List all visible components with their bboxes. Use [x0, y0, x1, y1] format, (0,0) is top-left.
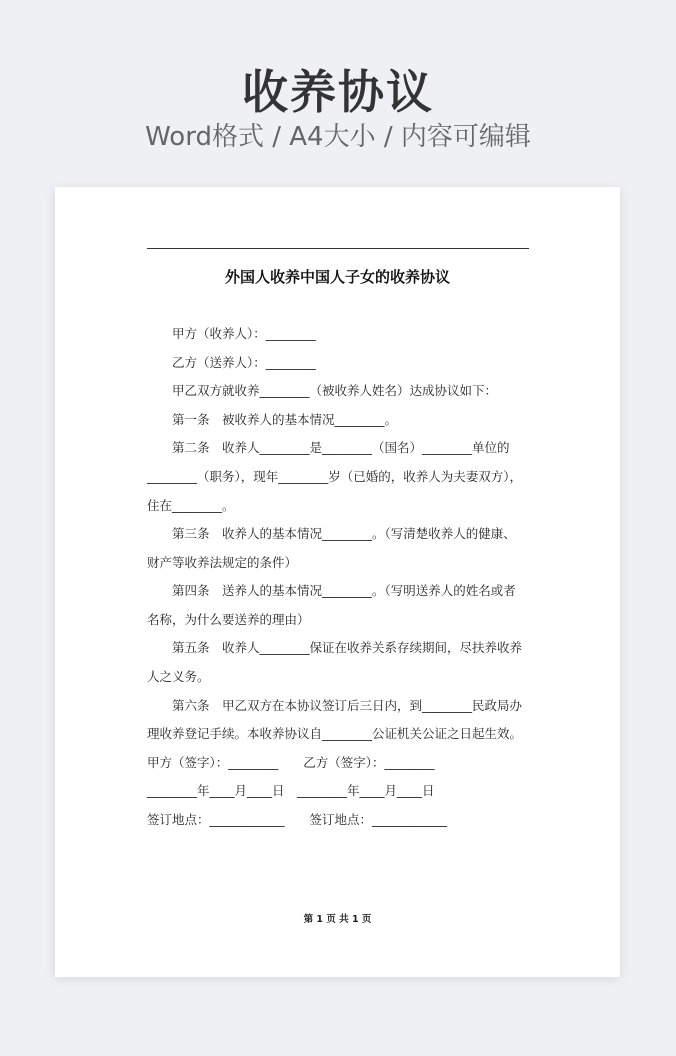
document-page	[55, 187, 620, 977]
header-rule	[147, 248, 529, 249]
article-5-line: 第五条 收养人________保证在收养关系存续期间，尽扶养收养	[172, 640, 523, 655]
article-5-continued-line: 人之义务。	[147, 669, 210, 684]
article-4-line: 第四条 送养人的基本情况________。（写明送养人的姓名或者	[172, 583, 516, 598]
date-line: ________年____月____日 ________年____月____日	[147, 783, 435, 798]
article-2-continued-line: ________（职务），现年________岁（已婚的，收养人为夫妻双方），	[147, 469, 523, 484]
article-3-line: 第三条 收养人的基本情况________。（写清楚收养人的健康、	[172, 526, 516, 541]
article-2-line: 第二条 收养人________是________（国名）________单位的	[172, 440, 510, 455]
party-b-line: 乙方（送养人）：________	[172, 355, 316, 370]
article-6-line: 第六条 甲乙双方在本协议签订后三日内，到________民政局办	[172, 698, 523, 713]
article-1-line: 第一条 被收养人的基本情况________。	[172, 412, 398, 427]
article-3-continued-line: 财产等收养法规定的条件）	[147, 555, 298, 570]
party-a-line: 甲方（收养人）：________	[172, 326, 316, 341]
document-title: 外国人收养中国人子女的收养协议	[224, 268, 450, 286]
banner-subtitle: Word格式 / A4大小 / 内容可编辑	[145, 122, 531, 152]
banner-title: 收养协议	[242, 65, 434, 119]
article-2-address-line: 住在________。	[147, 498, 235, 513]
article-4-continued-line: 名称，为什么要送养的理由）	[147, 612, 310, 627]
signature-line: 甲方（签字）：________ 乙方（签字）：________	[147, 755, 435, 770]
article-6-continued-line: 理收养登记手续。本收养协议自________公证机关公证之日起生效。	[147, 726, 523, 741]
page-number: 第 1 页 共 1 页	[303, 914, 372, 925]
signing-place-line: 签订地点：____________ 签订地点：____________	[147, 812, 448, 827]
agreement-intro-line: 甲乙双方就收养________（被收养人姓名）达成协议如下：	[172, 383, 498, 398]
